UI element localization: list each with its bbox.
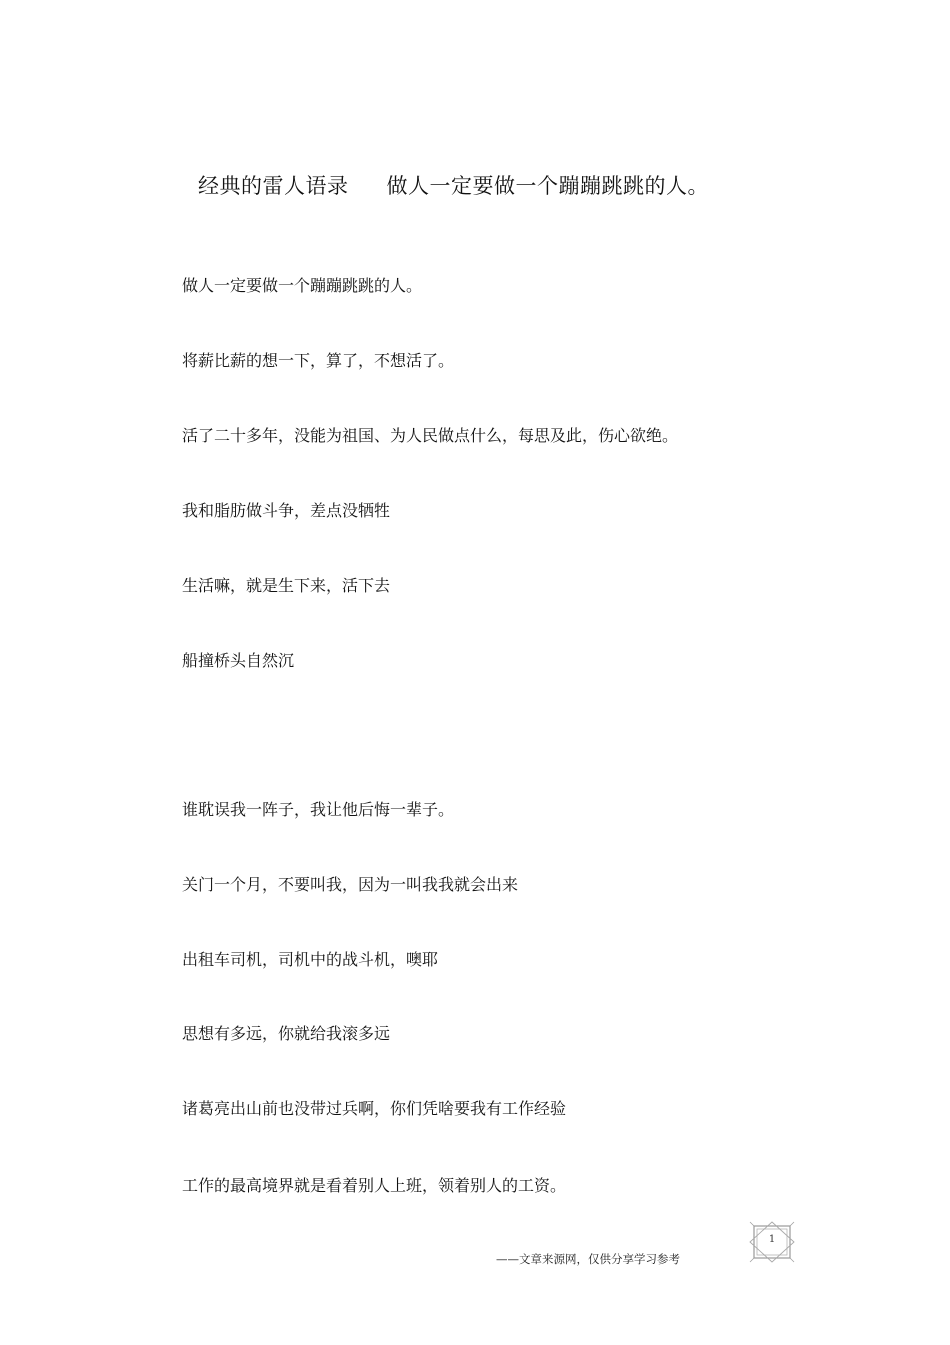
quote-line: 我和脂肪做斗争，差点没牺牲 <box>182 501 391 520</box>
quote-line: 诸葛亮出山前也没带过兵啊，你们凭啥要我有工作经验 <box>182 1099 567 1118</box>
quote-line: 关门一个月，不要叫我，因为一叫我我就会出来 <box>182 875 519 894</box>
quote-line: 船撞桥头自然沉 <box>182 651 295 670</box>
page-number: 1 <box>768 1234 776 1245</box>
footer-source-text: ——文章来源网，仅供分享学习参考 <box>496 1252 680 1266</box>
document-title <box>198 170 709 200</box>
document-title-right: 做人一定要做一个蹦蹦跳跳的人。 <box>386 174 709 198</box>
quote-line: 将薪比薪的想一下，算了，不想活了。 <box>182 351 455 370</box>
page-number-badge <box>748 1221 796 1263</box>
quote-line: 工作的最高境界就是看着别人上班，领着别人的工资。 <box>182 1176 567 1195</box>
quote-line: 生活嘛，就是生下来，活下去 <box>182 576 391 595</box>
document-title-left: 经典的雷人语录 <box>198 174 349 198</box>
quote-line: 做人一定要做一个蹦蹦跳跳的人。 <box>182 276 423 295</box>
quote-line: 活了二十多年，没能为祖国、为人民做点什么，每思及此，伤心欲绝。 <box>182 426 679 445</box>
quote-line: 思想有多远，你就给我滚多远 <box>182 1024 391 1043</box>
quote-line: 出租车司机，司机中的战斗机，噢耶 <box>182 950 439 969</box>
quote-line: 谁耽误我一阵子，我让他后悔一辈子。 <box>182 800 455 819</box>
